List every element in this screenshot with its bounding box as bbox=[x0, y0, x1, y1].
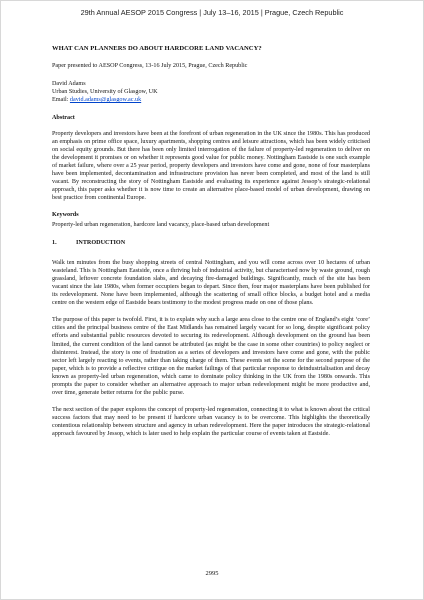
section-number: 1. bbox=[52, 239, 57, 246]
author-affiliation: Urban Studies, University of Glasgow, UK bbox=[52, 89, 158, 96]
email-link[interactable]: david.adams@glasgow.ac.uk bbox=[69, 97, 142, 104]
section-title: INTRODUCTION bbox=[76, 239, 126, 246]
email-label: Email: bbox=[52, 97, 69, 104]
paper-title: WHAT CAN PLANNERS DO ABOUT HARDCORE LAND VACANCY? bbox=[52, 45, 262, 52]
paper-subtitle: Paper presented to AESOP Congress, 13-16 July 2015, Prague, Czech Republic bbox=[52, 63, 248, 70]
abstract-text: Property developers and investors have been at the forefront of urban regeneration in the UK since the 1980s. This has produced an emphasis on prime office space, luxury apartments, shopping centres and leisure attractions, which has been widely criticised on social equity grounds. But there has been only limited interrogation of the failure of property-led regeneration to deliver on the development it promises or on whether it represents good value for public money. Nottingham Eastside is one such example of market failure, where over a 25 year period, property developers and investors have come and gone, none of four masterplans have been implemented, decontamination and infrastructure provision has never been completed, and most of the land is still vacant. By reconstructing the story of Nottingham Eastside and evaluating its experience against Jessop’s strategic-relational approach, this paper asks whether it is now time to create an alternative place-based model of urban development, drawing on best practice from continental Europe. bbox=[52, 130, 370, 202]
author-email-line bbox=[52, 96, 370, 104]
page-number: 2995 bbox=[205, 570, 219, 577]
author-block bbox=[52, 80, 370, 104]
keywords-text: Property-led urban regeneration, hardcore land vacancy, place-based urban development bbox=[52, 221, 270, 228]
keywords-heading: Keywords bbox=[52, 212, 79, 219]
introduction-heading bbox=[52, 239, 370, 247]
intro-paragraph-2: The purpose of this paper is twofold. First, it is to explain why such a large area close to the centre one of England’s eight ‘core’ cities and the principal business centre of the East Midlands has remained largely vacant for so long, despite significant policy efforts and substantial public resources devoted to securing its redevelopment. Although development on the ground has been limited, the current condition of the land cannot be attributed (as might be the case in some other countries) to policy neglect or disinterest. Instead, the story is one of frustration as a series of developers and investors have come and gone, with the public sector left largely reacting to events, rather than taking charge of them. These events set the scene for the second purpose of the paper, which is to provide a reflective critique on the market failings of that particular response to deindustrialisation and decay known as property-led urban regeneration, which came to dominate policy thinking in the UK from the 1980s onwards. This prompts the paper to consider whether an alternative approach to major urban redevelopment might be more productive and, over time, generate better returns for the public purse. bbox=[52, 317, 370, 397]
intro-paragraph-1: Walk ten minutes from the busy shopping streets of central Nottingham, and you will come across over 10 hectares of urban wasteland. This is Nottingham Eastside, once a thriving hub of industrial activity, but characterised now by waste ground, rough grassland, leftover concrete foundation slabs, and decaying fire-damaged buildings. Significantly, much of the site has been vacant since the late 1980s, when former occupiers began to depart. Since then, four major masterplans have been published for its redevelopment. None have been implemented, although the scattering of small office blocks, a budget hotel and a media centre on the western edge of Eastside bears testimony to the modest progress made on one of those plans. bbox=[52, 259, 370, 307]
conference-header: 29th Annual AESOP 2015 Congress | July 13–16, 2015 | Prague, Czech Republic bbox=[80, 8, 344, 17]
paper-content bbox=[52, 45, 370, 448]
intro-paragraph-3: The next section of the paper explores the concept of property-led regeneration, connecting it to what is known about the critical success factors that may need to be present if hardcore urban vacancy is to be overcome. This highlights the theoretically contentious relationship between structure and agency in urban redevelopment. Here the paper introduces the strategic-relational approach favoured by Jessop, which is later used to help explain the particular course of events taken at Eastside. bbox=[52, 407, 370, 438]
abstract-heading: Abstract bbox=[52, 115, 75, 122]
author-name: David Adams bbox=[52, 81, 86, 88]
